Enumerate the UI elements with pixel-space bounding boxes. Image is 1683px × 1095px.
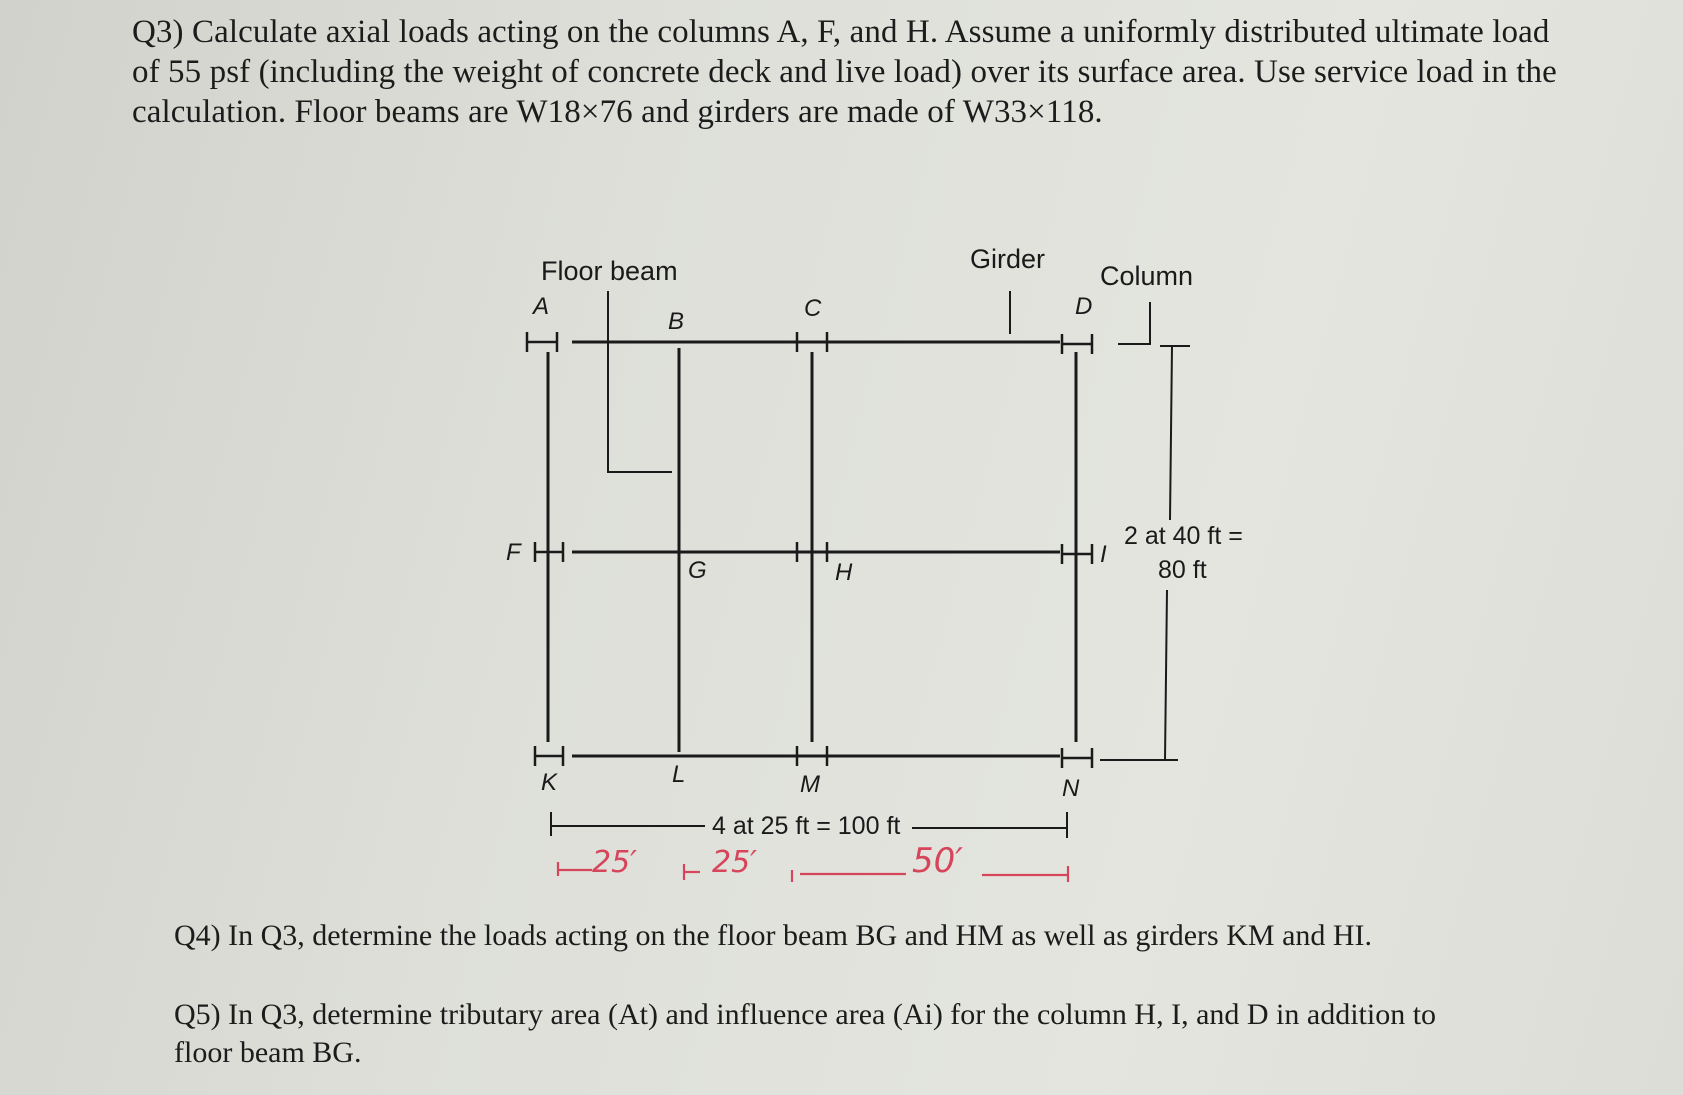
dim-vertical-label-1: 2 at 40 ft = bbox=[1124, 522, 1243, 550]
dim-vertical-label-2: 80 ft bbox=[1158, 556, 1207, 584]
label-column: Column bbox=[1100, 261, 1194, 291]
node-D: D bbox=[1075, 293, 1093, 320]
columns bbox=[527, 332, 1092, 768]
dim-vertical-line-bottom bbox=[1165, 590, 1167, 760]
column-leader bbox=[1118, 302, 1150, 344]
question-5-line-1: Q5) In Q3, determine tributary area (At) and influence area (Ai) for the column H, I, and D in addition to bbox=[174, 998, 1437, 1031]
frame-members bbox=[548, 291, 1190, 838]
node-I: I bbox=[1100, 541, 1107, 568]
handwritten-25-first: 25′ bbox=[592, 845, 637, 880]
handwritten-50: 50′ bbox=[912, 841, 963, 881]
node-N: N bbox=[1062, 775, 1080, 802]
dim-vertical-line-top bbox=[1170, 346, 1172, 520]
node-K: K bbox=[541, 769, 558, 796]
node-F: F bbox=[506, 539, 521, 566]
node-M: M bbox=[800, 771, 820, 798]
node-A: A bbox=[533, 293, 550, 320]
node-H: H bbox=[835, 559, 853, 586]
dim-horizontal-label: 4 at 25 ft = 100 ft bbox=[712, 812, 901, 840]
column-K-icon bbox=[535, 746, 563, 766]
question-5-line-2: floor beam BG. bbox=[174, 1036, 362, 1069]
question-3-line-2: of 55 psf (including the weight of concrete deck and live load) over its surface area. Use service load in the bbox=[132, 54, 1557, 90]
question-5 bbox=[174, 996, 1614, 1072]
floor-beam-leader bbox=[608, 291, 672, 472]
node-B: B bbox=[668, 308, 685, 335]
label-girder: Girder bbox=[970, 244, 1046, 274]
handwritten-25-second: 25′ bbox=[712, 845, 757, 880]
column-M-icon bbox=[797, 746, 827, 766]
question-3-line-3: calculation. Floor beams are W18×76 and girders are made of W33×118. bbox=[132, 94, 1103, 130]
column-D-icon bbox=[1062, 334, 1092, 354]
column-C-icon bbox=[797, 332, 827, 352]
node-G: G bbox=[688, 557, 707, 584]
question-4 bbox=[174, 918, 1614, 954]
column-A-icon bbox=[527, 332, 557, 352]
question-3-line-1: Q3) Calculate axial loads acting on the columns A, F, and H. Assume a uniformly distributed ultimate load bbox=[132, 14, 1550, 50]
label-floor-beam: Floor beam bbox=[541, 256, 678, 286]
question-4-text: Q4) In Q3, determine the loads acting on the floor beam BG and HM as well as girders KM and HI. bbox=[174, 919, 1373, 952]
node-C: C bbox=[804, 295, 822, 322]
node-L: L bbox=[672, 761, 686, 788]
column-N-icon bbox=[1062, 748, 1092, 768]
